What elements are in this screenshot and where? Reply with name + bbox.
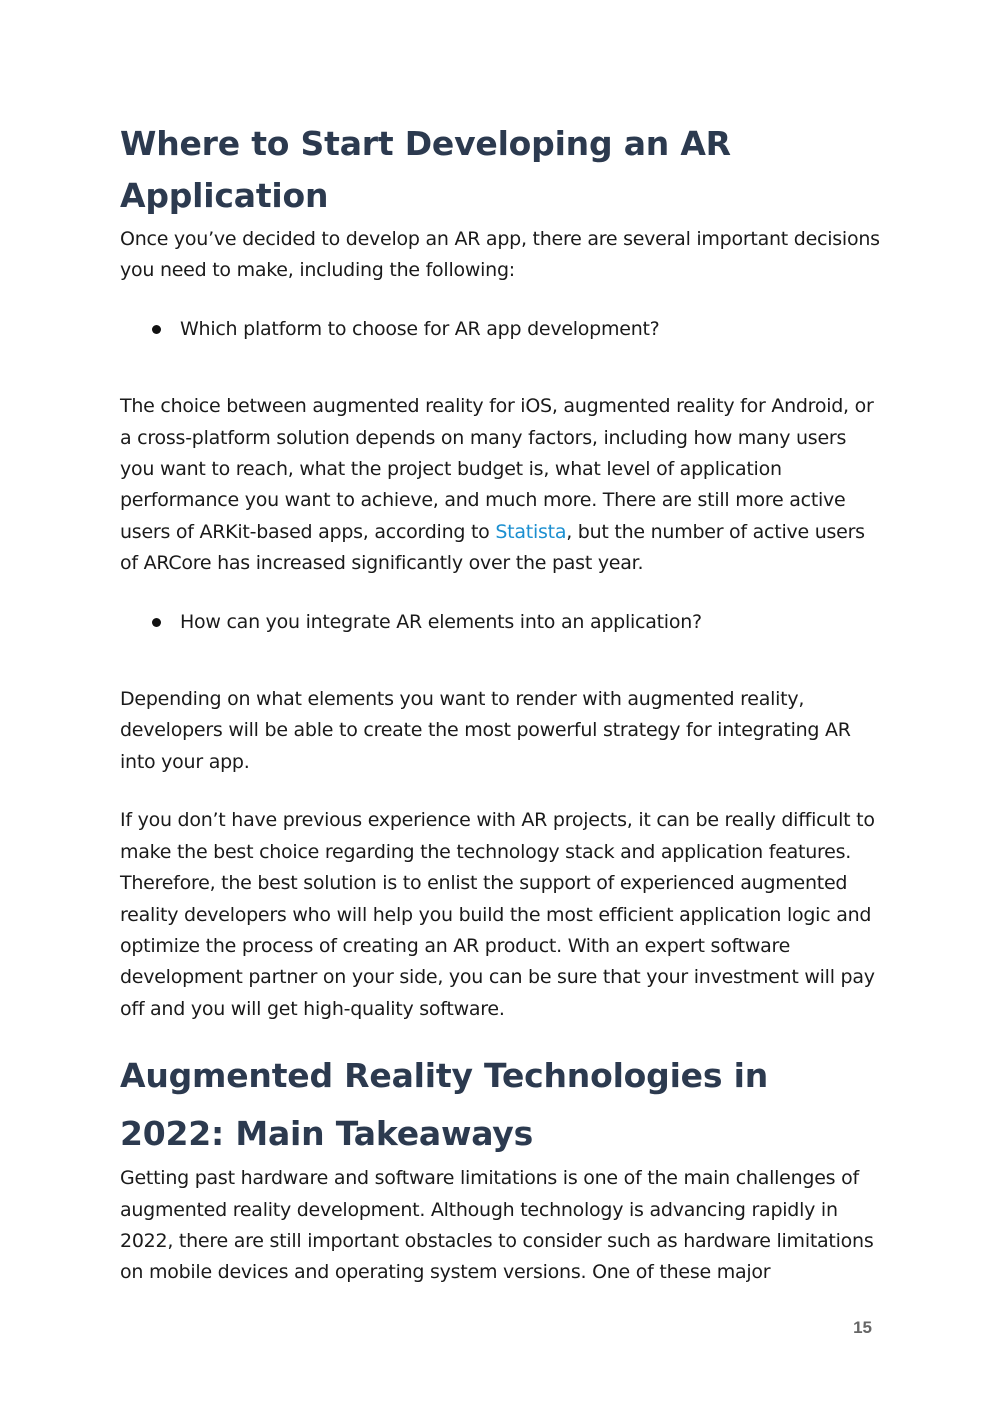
bullet-icon	[152, 325, 161, 334]
bullet-list-platform	[120, 314, 880, 345]
list-item-integration	[120, 607, 880, 638]
platform-paragraph-text-start: The choice between augmented reality for iOS, augmented reality for Android, or a cross-platform solution depends on many factors, including how many users you want to reach, what the project budget is, what level of application performance you want to achieve, and much more. There are still more active users of ARKit-based apps, according to	[120, 395, 874, 543]
list-item-text: How can you integrate AR elements into an application?	[180, 610, 702, 633]
bullet-list-integration	[120, 607, 880, 638]
platform-paragraph-text-end: , but the number of active users of ARCore has increased significantly over the past year.	[120, 520, 865, 575]
bullet-icon	[152, 618, 161, 627]
document-page	[120, 118, 880, 1289]
platform-paragraph	[120, 391, 880, 579]
list-item-platform	[120, 314, 880, 345]
intro-paragraph: Once you’ve decided to develop an AR app, there are several important decisions you need to make, including the following:	[120, 228, 880, 282]
section-heading-takeaways: Augmented Reality Technologies in 2022: Main Takeaways	[120, 1056, 769, 1154]
integration-paragraph: Depending on what elements you want to render with augmented reality, developers will be able to create the most powerful strategy for integrating AR into your app.	[120, 688, 851, 773]
page-number: 15	[853, 1318, 872, 1337]
takeaways-paragraph: Getting past hardware and software limitations is one of the main challenges of augmented reality development. Although technology is advancing rapidly in 2022, there are still important obstacles to consider such as hardware limitations on mobile devices and operating system versions. One of these major	[120, 1167, 874, 1284]
list-item-text: Which platform to choose for AR app development?	[180, 317, 660, 340]
statista-link[interactable]: Statista	[495, 520, 567, 543]
experience-paragraph: If you don’t have previous experience with AR projects, it can be really difficult to make the best choice regarding the technology stack and application features. Therefore, the best solution is to enlist the support of experienced augmented reality developers who will help you build the most efficient application logic and optimize the process of creating an AR product. With an expert software development partner on your side, you can be sure that your investment will pay off and you will get high-quality software.	[120, 809, 875, 1020]
section-heading-ar-development: Where to Start Developing an AR Application	[120, 124, 731, 215]
